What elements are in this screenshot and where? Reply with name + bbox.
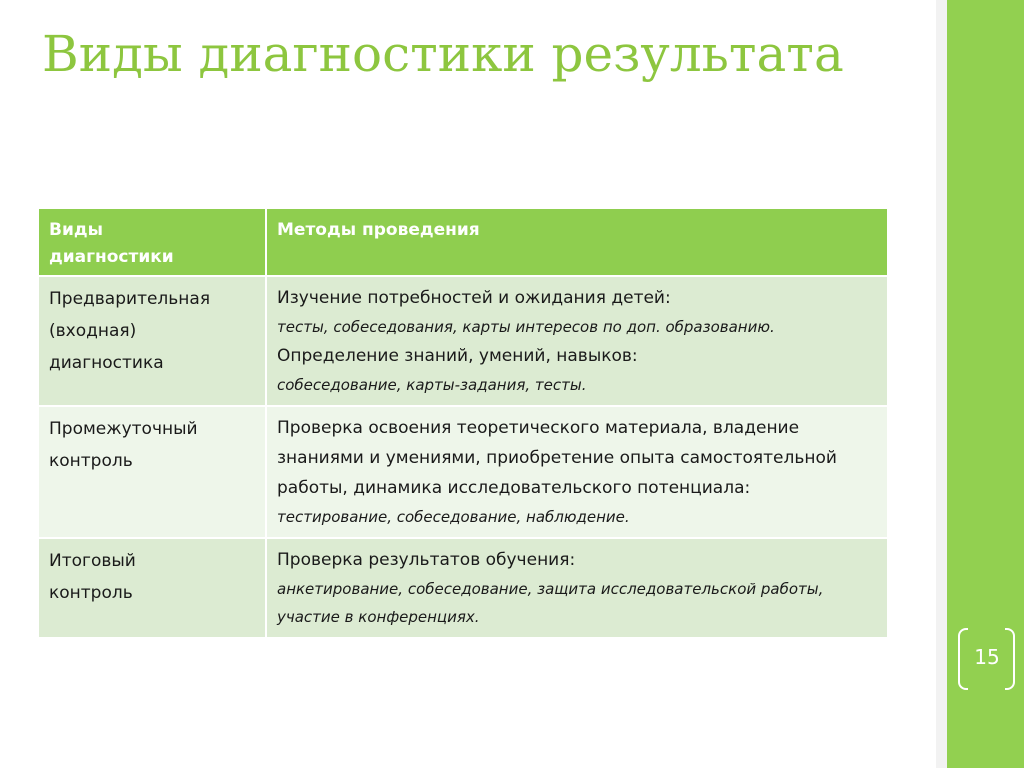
side-gap — [936, 0, 947, 768]
row-methods-cell — [266, 276, 888, 406]
table-row — [38, 406, 888, 538]
method-sub: собеседование, карты-задания, тесты. — [277, 376, 587, 394]
method-sub: анкетирование, собеседование, защита исследовательской работы, участие в конференциях. — [277, 580, 824, 626]
header-methods: Методы проведения — [266, 208, 888, 276]
method-sub: тесты, собеседования, карты интересов по доп. образованию. — [277, 318, 775, 336]
slide-title: Виды диагностики результата — [42, 25, 844, 83]
row-methods-cell — [266, 538, 888, 638]
method-head: Определение знаний, умений, навыков: — [277, 346, 638, 366]
row-kind-cell — [38, 538, 266, 638]
table-header-row — [38, 208, 888, 276]
row-kind: Промежуточный контроль — [49, 419, 198, 471]
method-head: Изучение потребностей и ожидания детей: — [277, 288, 671, 308]
row-kind-cell — [38, 406, 266, 538]
method-sub: тестирование, собеседование, наблюдение. — [277, 508, 630, 526]
table-row — [38, 276, 888, 406]
header-kinds: Виды диагностики — [38, 208, 266, 276]
row-kind-cell — [38, 276, 266, 406]
method-head: Проверка результатов обучения: — [277, 550, 576, 570]
row-kind: Предварительная (входная) диагностика — [49, 289, 211, 373]
page-number: 15 — [974, 645, 1000, 669]
method-head: Проверка освоения теоретического материала, владение знаниями и умениями, приобретение опыта самостоятельной работы, динамика исследовательского потенциала: — [277, 418, 837, 498]
row-kind: Итоговый контроль — [49, 551, 136, 603]
table-row — [38, 538, 888, 638]
row-methods-cell — [266, 406, 888, 538]
diagnostics-table — [37, 207, 889, 639]
